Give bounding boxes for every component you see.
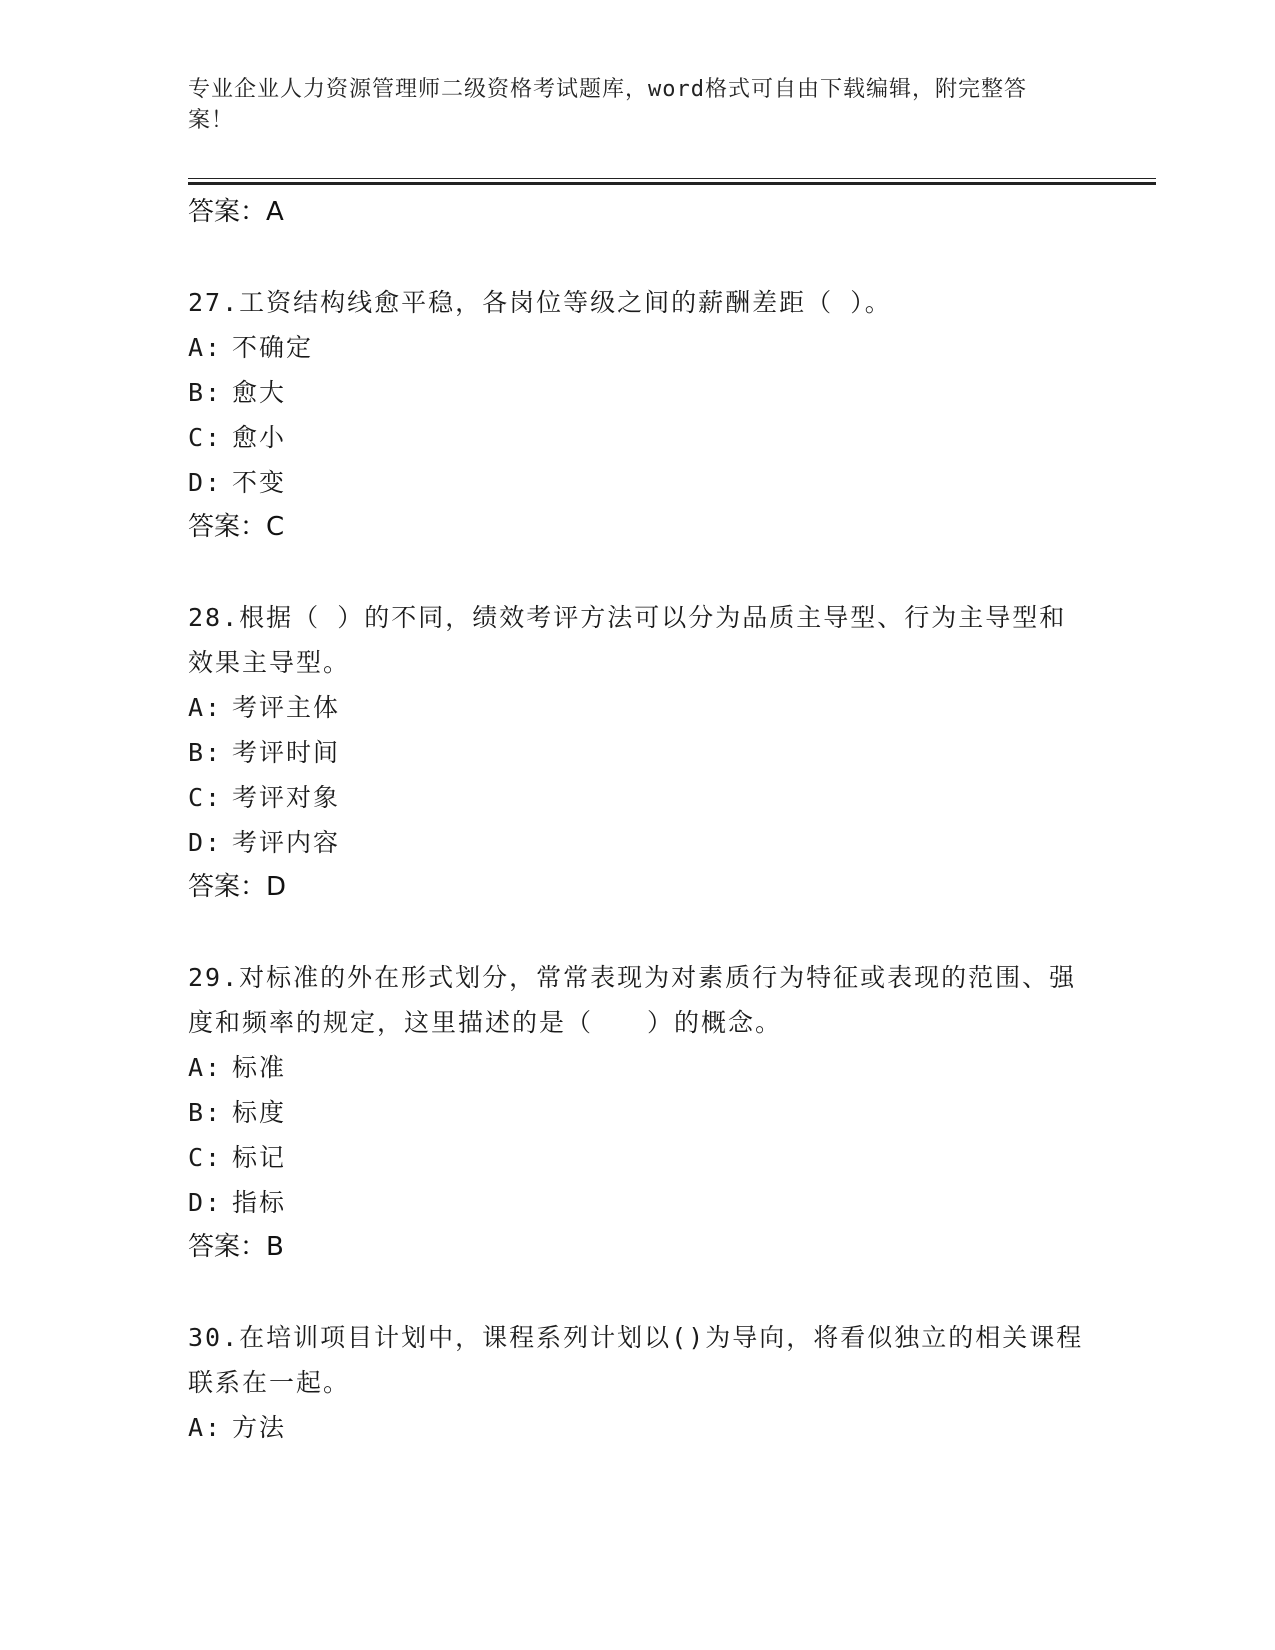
option-text: 方法	[232, 1413, 287, 1442]
option-a	[188, 1045, 1088, 1090]
option-letter: A:	[188, 1413, 223, 1442]
previous-answer: 答案：A	[188, 197, 284, 227]
option-d	[188, 460, 1088, 505]
option-letter: D:	[188, 828, 223, 857]
option-d	[188, 1180, 1088, 1225]
option-letter: C:	[188, 423, 223, 452]
header-rule-thick	[188, 182, 1156, 185]
option-c	[188, 1135, 1088, 1180]
header-rule-thin	[188, 178, 1156, 179]
option-letter: B:	[188, 738, 223, 767]
option-b	[188, 370, 1088, 415]
option-letter: A:	[188, 1053, 223, 1082]
document-header: 专业企业人力资源管理师二级资格考试题库，word格式可自由下载编辑，附完整答案！	[188, 77, 1027, 133]
option-text: 不确定	[232, 333, 314, 362]
option-text: 考评内容	[232, 828, 341, 857]
option-b	[188, 1090, 1088, 1135]
option-d	[188, 820, 1088, 865]
question-30: 30.在培训项目计划中，课程系列计划以()为导向，将看似独立的相关课程联系在一起。	[188, 1323, 1084, 1397]
question-28: 28.根据（ ）的不同，绩效考评方法可以分为品质主导型、行为主导型和效果主导型。	[188, 603, 1067, 677]
option-text: 愈大	[232, 378, 287, 407]
option-text: 考评主体	[232, 693, 341, 722]
option-letter: A:	[188, 333, 223, 362]
answer-27: 答案：C	[188, 512, 285, 542]
option-letter: D:	[188, 468, 223, 497]
option-letter: B:	[188, 1098, 223, 1127]
option-a	[188, 1405, 1088, 1450]
question-27: 27.工资结构线愈平稳，各岗位等级之间的薪酬差距（ ）。	[188, 288, 892, 317]
option-text: 指标	[232, 1188, 287, 1217]
option-text: 标记	[232, 1143, 287, 1172]
option-b	[188, 730, 1088, 775]
option-text: 考评对象	[232, 783, 341, 812]
option-letter: C:	[188, 783, 223, 812]
option-a	[188, 685, 1088, 730]
option-c	[188, 775, 1088, 820]
option-a	[188, 325, 1088, 370]
option-text: 不变	[232, 468, 287, 497]
option-letter: B:	[188, 378, 223, 407]
option-text: 愈小	[232, 423, 287, 452]
answer-28: 答案：D	[188, 872, 287, 902]
option-letter: D:	[188, 1188, 223, 1217]
question-29: 29.对标准的外在形式划分，常常表现为对素质行为特征或表现的范围、强度和频率的规定，这里描述的是（ ）的概念。	[188, 963, 1077, 1037]
option-text: 考评时间	[232, 738, 341, 767]
option-c	[188, 415, 1088, 460]
answer-29: 答案：B	[188, 1232, 284, 1262]
option-text: 标准	[232, 1053, 287, 1082]
option-letter: C:	[188, 1143, 223, 1172]
question-list	[188, 190, 1088, 1450]
option-text: 标度	[232, 1098, 287, 1127]
option-letter: A:	[188, 693, 223, 722]
